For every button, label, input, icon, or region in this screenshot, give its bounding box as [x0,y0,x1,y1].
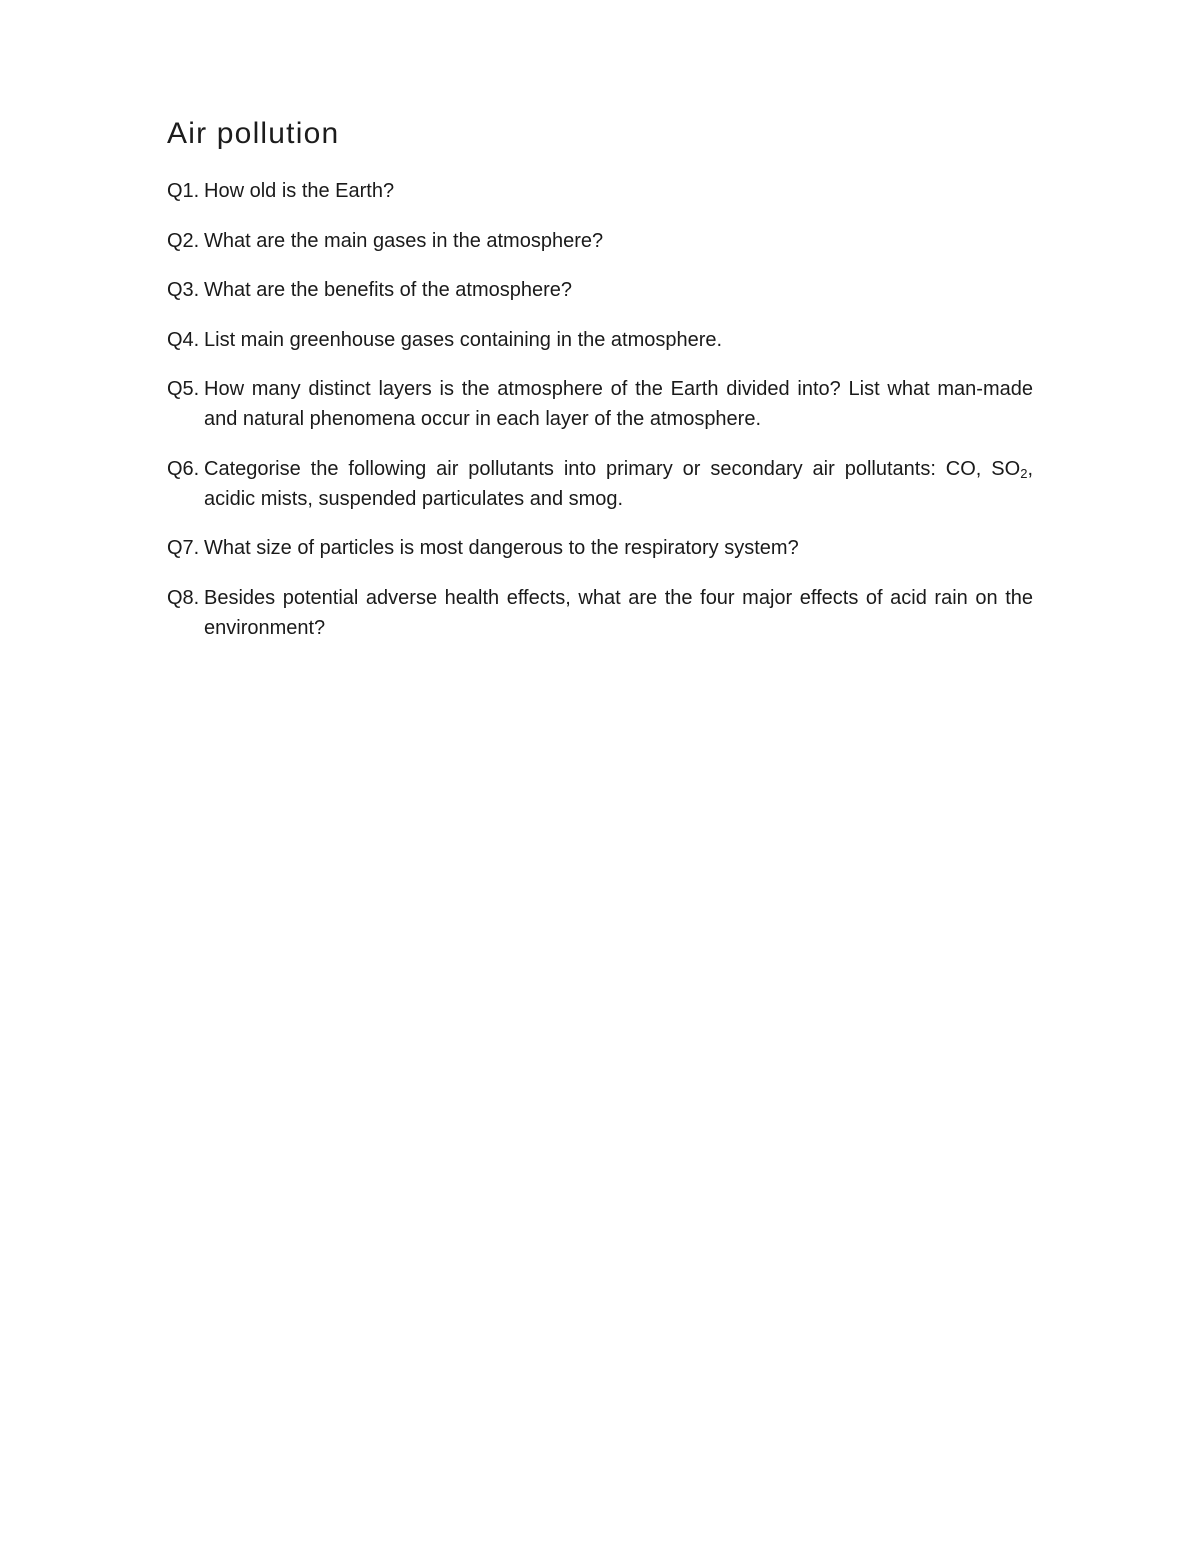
subscript: 2 [1020,465,1028,481]
question-item [167,176,1033,206]
question-text: What size of particles is most dangerous to the respiratory system? [204,537,799,559]
question-text-part: , acidic mists, suspended particulates and smog. [204,457,1033,510]
question-number: Q6. [167,457,200,480]
question-item [167,454,1033,514]
question-number: Q8. [167,586,200,609]
question-text: Besides potential adverse health effects, what are the four major effects of acid rain on the environment? [204,586,1033,639]
question-text: How old is the Earth? [204,180,395,202]
question-text [204,454,1033,514]
question-text: How many distinct layers is the atmosphere of the Earth divided into? List what man-made and natural phenomena occur in each layer of the atmosphere. [204,378,1033,430]
question-number: Q2. [167,229,200,252]
question-number: Q3. [167,279,200,301]
question-number: Q7. [167,537,200,559]
question-list [167,176,1033,662]
question-number: Q1. [167,180,200,202]
question-text: List main greenhouse gases containing in the atmosphere. [204,328,723,351]
page-title: Air pollution [167,117,340,150]
question-number: Q5. [167,378,200,400]
question-item [167,374,1033,434]
question-item [167,325,1033,355]
question-item [167,583,1033,643]
question-text-part: Categorise the following air pollutants into primary or secondary air pollutants: CO, SO [204,457,1021,480]
question-item [167,533,1033,563]
question-item [167,226,1033,256]
question-item [167,275,1033,305]
question-text: What are the main gases in the atmosphere? [204,229,604,252]
question-text: What are the benefits of the atmosphere? [204,279,572,301]
question-number: Q4. [167,328,200,351]
